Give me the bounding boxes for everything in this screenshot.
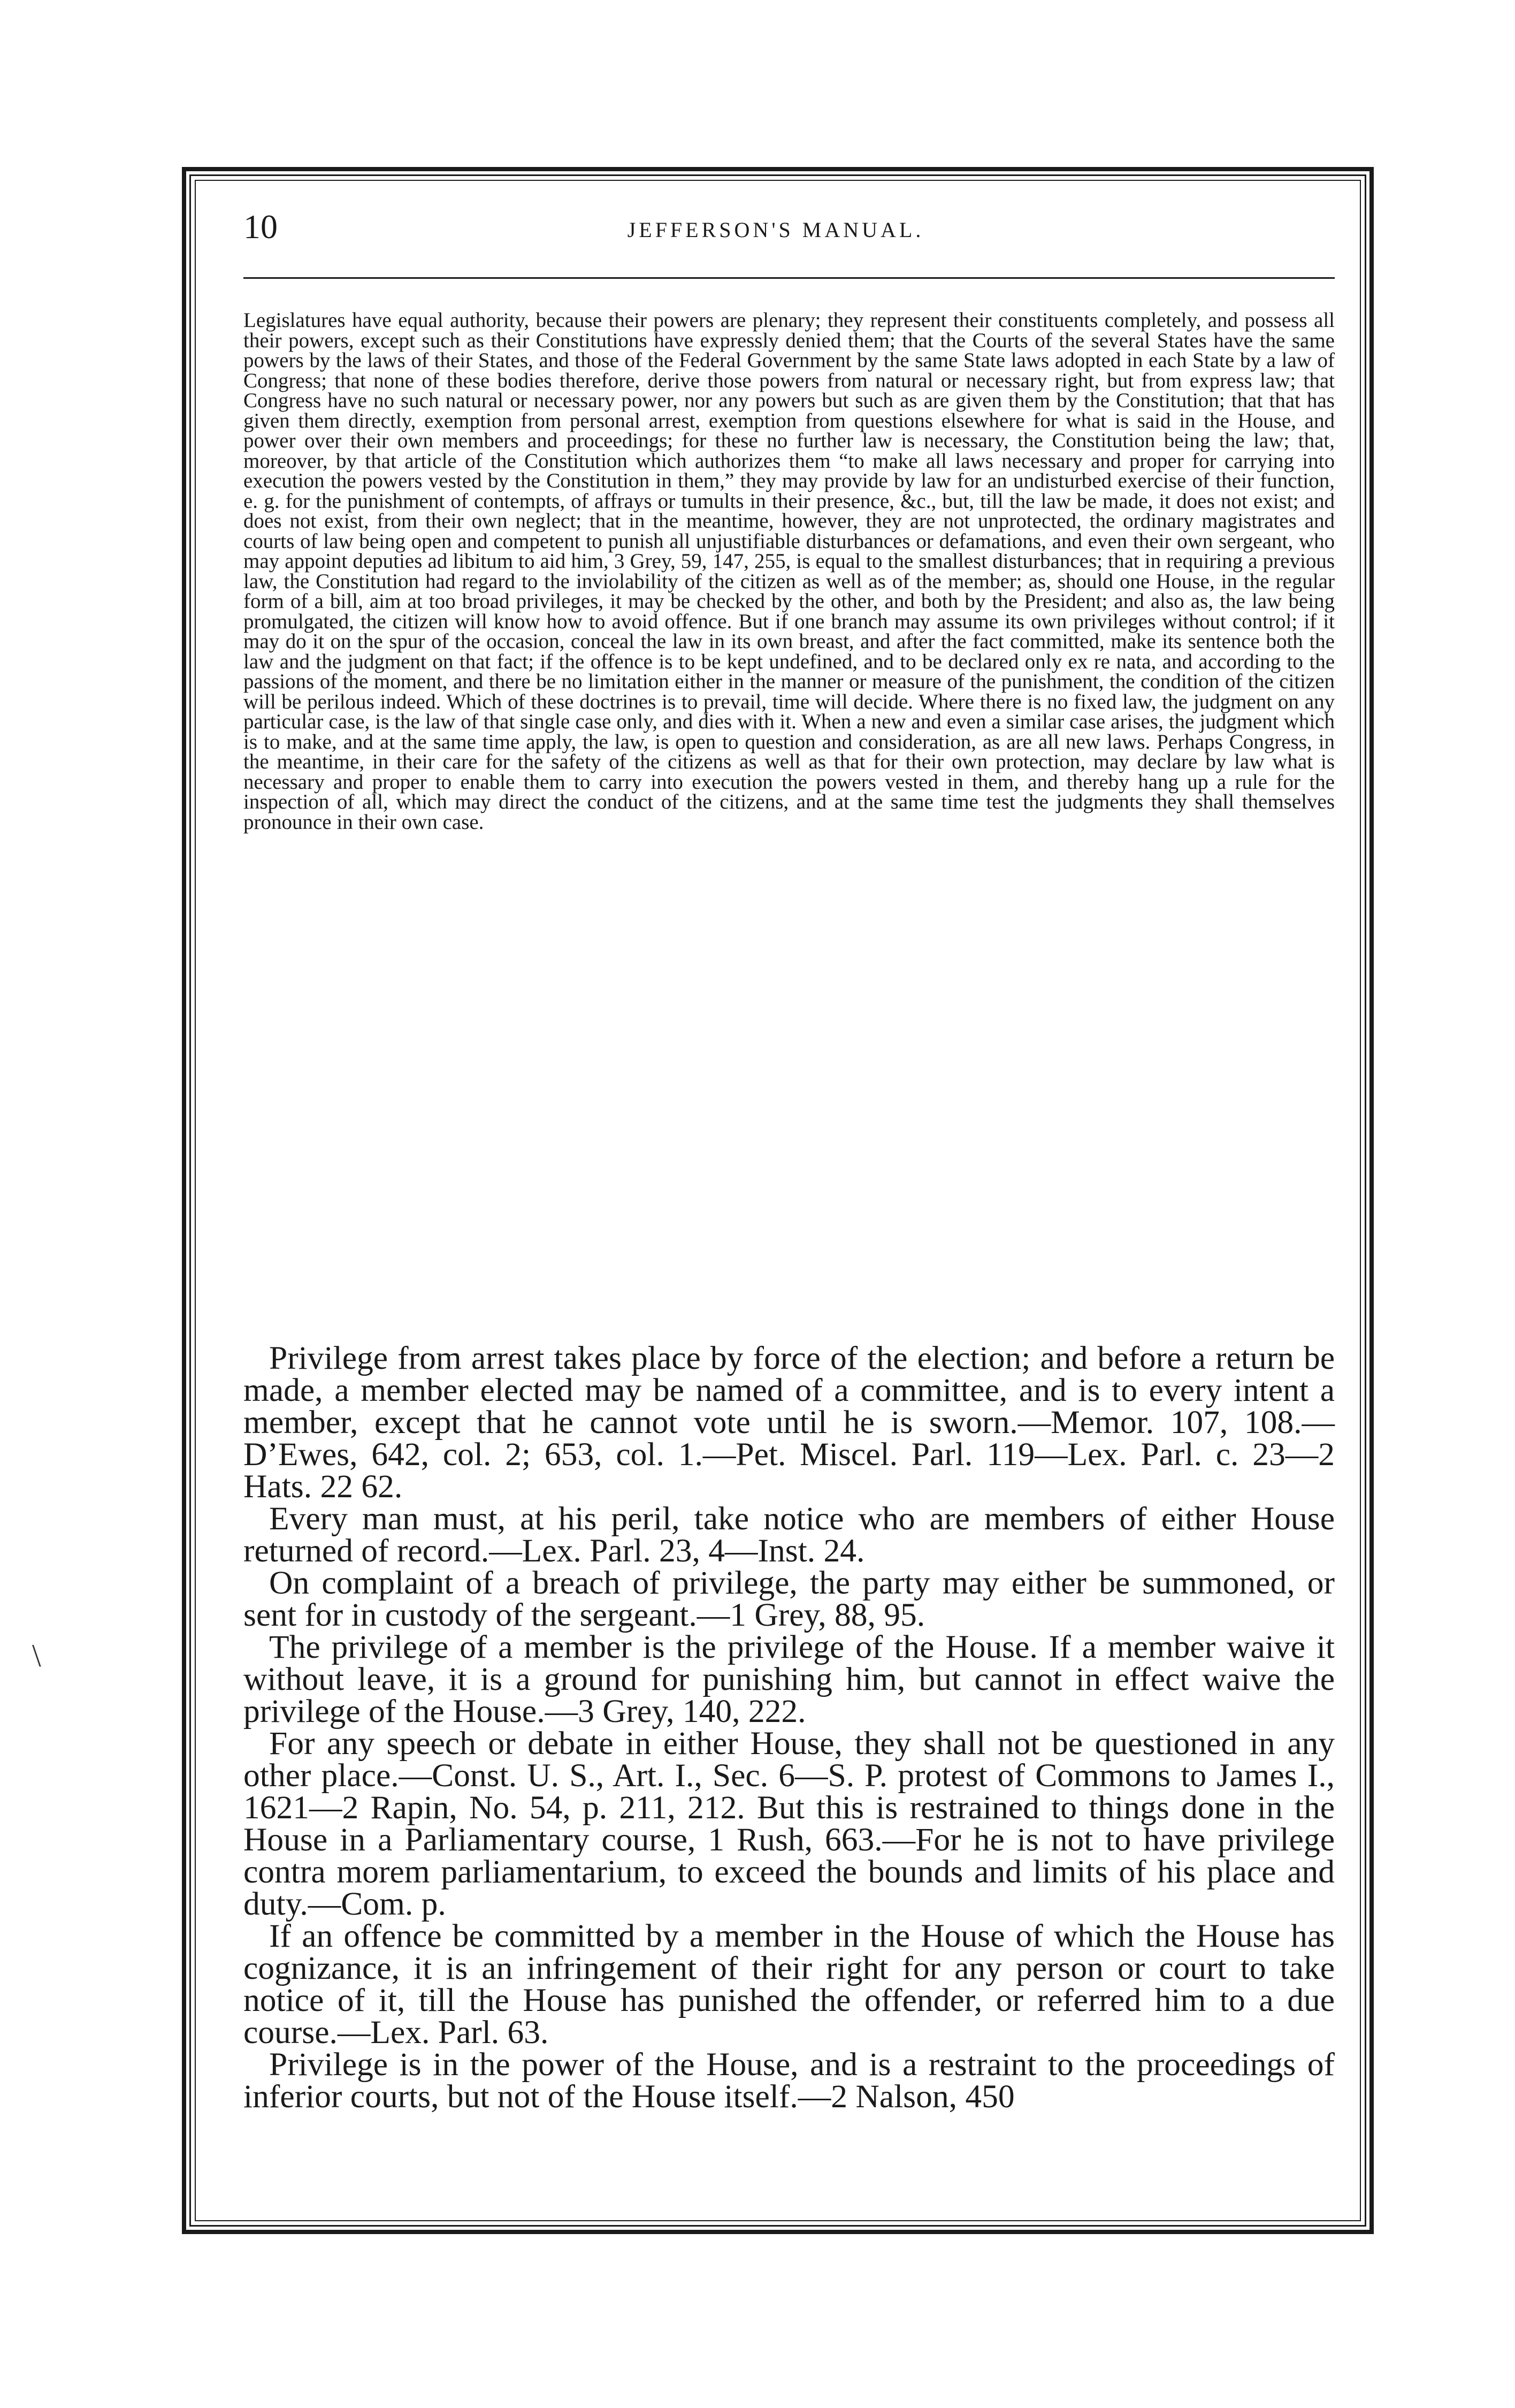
paragraph-breach-complaint: On complaint of a breach of privilege, the party may either be summoned, or sent for in custody of the sergeant.—1 Grey, 88, 95.: [243, 1565, 1335, 1633]
running-title: JEFFERSON'S MANUAL.: [627, 218, 924, 242]
header-rule: [243, 277, 1335, 279]
paragraph-speech-debate: For any speech or debate in either House, they shall not be questioned in any other place.—Const. U. S., Art. I., Sec. 6—S. P. protest of Commons to James I., 1621—2 Rapin, No. 54, p. 211, 212. But this is restrained to things done in the House in a Parliamentary course, 1 Rush, 663.—For he is not to have privilege contra morem parliamentarium, to exceed the bounds and limits of his place and duty.—Com. p.: [243, 1725, 1335, 1922]
paragraph-offence-member: If an offence be committed by a member in the House of which the House has cognizance, it is an infringement of their right for any person or court to take notice of it, till the House has punished the offender, or referred him to a due course.—Lex. Parl. 63.: [243, 1918, 1335, 2051]
footnote-text: Legislatures have equal authority, because their powers are plenary; they represent their constituents completely, and possess all their powers, except such as their Constitutions have expressly denied them; that the Courts of the several States have the same powers by the laws of their States, and those of the Federal Government by the same State laws adopted in each State by a law of Congress; that none of these bodies therefore, derive those powers from natural or necessary right, but from express law; that Congress have no such natural or necessary power, nor any powers but such as are given them by the Constitution; that that has given them directly, exemption from personal arrest, exemption from questions elsewhere for what is said in the House, and power over their own members and proceedings; for these no further law is necessary, the Constitution being the law; that, moreover, by that article of the Constitution which authorizes them “to make all laws necessary and proper for carrying into execution the powers vested by the Constitution in them,” they may provide by law for an undisturbed exercise of their function, e. g. for the punishment of contempts, of affrays or tumults in their presence, &c., but, till the law be made, it does not exist; and does not exist, from their own neglect; that in the meantime, however, they are not unprotected, the ordinary magistrates and courts of law being open and competent to punish all unjustifiable disturbances or defamations, and even their own sergeant, who may appoint deputies ad libitum to aid him, 3 Grey, 59, 147, 255, is equal to the smallest disturbances; that in requiring a previous law, the Constitution had regard to the inviolability of the citizen as well as of the member; as, should one House, in the regular form of a bill, aim at too broad privileges, it may be checked by the other, and both by the President; and also as, the law being promulgated, the citizen will know how to avoid offence. But if one branch may assume its own privileges without control; if it may do it on the spur of the occasion, conceal the law in its own breast, and after the fact committed, make its sentence both the law and the judgment on that fact; if the offence is to be kept undefined, and to be declared only ex re nata, and according to the passions of the moment, and there be no limitation either in the manner or measure of the punishment, the condition of the citizen will be perilous indeed. Which of these doctrines is to prevail, time will decide. Where there is no fixed law, the judgment on any particular case, is the law of that single case only, and dies with it. When a new and even a similar case arises, the judgment which is to make, and at the same time apply, the law, is open to question and consideration, as are all new laws. Perhaps Congress, in the meantime, in their care for the safety of the citizens as well as that for their own protection, may declare by law what is necessary and proper to enable them to carry into execution the powers vested in them, and thereby hang up a rule for the inspection of all, which may direct the conduct of the citizens, and at the same time test the judgments they shall themselves pronounce in their own case.: [243, 309, 1335, 834]
page-number: 10: [243, 208, 278, 246]
footnote-block: [243, 310, 1335, 832]
paragraph-privilege-arrest: Privilege from arrest takes place by force of the election; and before a return be made, a member elected may be named of a committee, and is to every intent a member, except that he cannot vote until he is sworn.—Memor. 107, 108.—D’Ewes, 642, col. 2; 653, col. 1.—Pet. Miscel. Parl. 119—Lex. Parl. c. 23—2 Hats. 22 62.: [243, 1340, 1335, 1505]
paragraph-privilege-power: Privilege is in the power of the House, and is a restraint to the proceedings of inferior courts, but not of the House itself.—2 Nalson, 450: [243, 2046, 1335, 2115]
paragraph-member-privilege: The privilege of a member is the privilege of the House. If a member waive it without leave, it is a ground for punishing him, but cannot in effect waive the privilege of the House.—3 Grey, 140, 222.: [243, 1629, 1335, 1729]
paragraph-notice-members: Every man must, at his peril, take notice who are members of either House returned of record.—Lex. Parl. 23, 4—Inst. 24.: [243, 1500, 1335, 1569]
main-text: [243, 1342, 1335, 2113]
margin-mark: \: [32, 1638, 41, 1673]
